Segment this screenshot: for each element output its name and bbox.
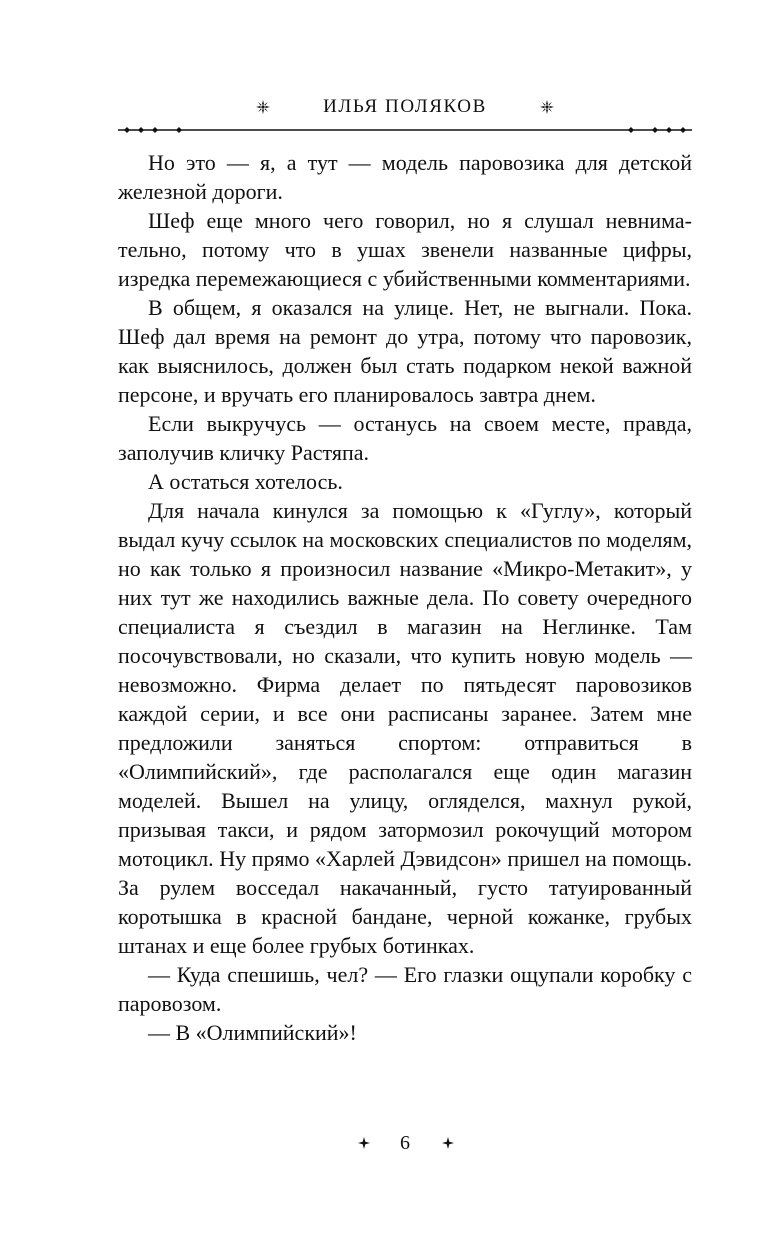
paragraph: Шеф еще много чего говорил, но я слушал невнимательно, потому что в ушах звенели названные цифры, изредка перемежающиеся с убийственными комментариями. [118, 208, 692, 291]
header-author-name: ИЛЬЯ ПОЛЯКОВ [323, 96, 487, 117]
star-ornament-icon [256, 100, 270, 114]
diamond-star-icon [358, 1137, 370, 1149]
diamond-star-icon [442, 1137, 454, 1149]
paragraph: Если выкручусь — останусь на своем месте, правда, заполучив кличку Растяпа. [118, 411, 692, 465]
paragraph: — В «Олимпийский»! [148, 1020, 357, 1045]
paragraph: Но это — я, а тут — модель паровозика для детской железной дороги. [118, 150, 692, 204]
page-number: 6 [400, 1132, 410, 1154]
paragraph: Для начала кинулся за помощью к «Гуглу», который выдал кучу ссылок на московских специалистов по моделям, но как только я произносил название «Микро-Метакит», у них тут же находились важные дела. По совету очередного специалиста я съездил в магазин на Неглинке. Там посочувствовали, но сказали, что купить новую модель — невозможно. Фирма делает по пятьдесят паровозиков каждой серии, и все они расписаны заранее. Затем мне предложили заняться спортом: отправиться в «Олимпийский», где располагался еще один магазин моделей. Вышел на улицу, огляделся, махнул рукой, призывая такси, и рядом затормозил рокочущий мотором мотоцикл. Ну прямо «Харлей Дэвидсон» пришел на помощь. За рулем восседал накачанный, густо татуированный коротышка в красной бандане, черной кожанке, грубых штанах и еще более грубых ботинках. [118, 498, 692, 958]
page-body-text [118, 148, 692, 1047]
star-ornament-icon [540, 100, 554, 114]
paragraph: В общем, я оказался на улице. Нет, не выгнали. Пока. Шеф дал время на ремонт до утра, потому что паровозик, как выяснилось, должен был стать подарком некой важной персоне, и вручать его планировалось завтра днем. [118, 295, 692, 407]
paragraph: — Куда спешишь, чел? — Его глазки ощупали коробку с паровозом. [118, 962, 692, 1016]
page-footer [118, 1128, 692, 1158]
paragraph: А остаться хотелось. [148, 469, 343, 494]
header-title-row [118, 92, 692, 122]
header-ornamental-rule [118, 126, 692, 134]
running-header [118, 92, 692, 140]
